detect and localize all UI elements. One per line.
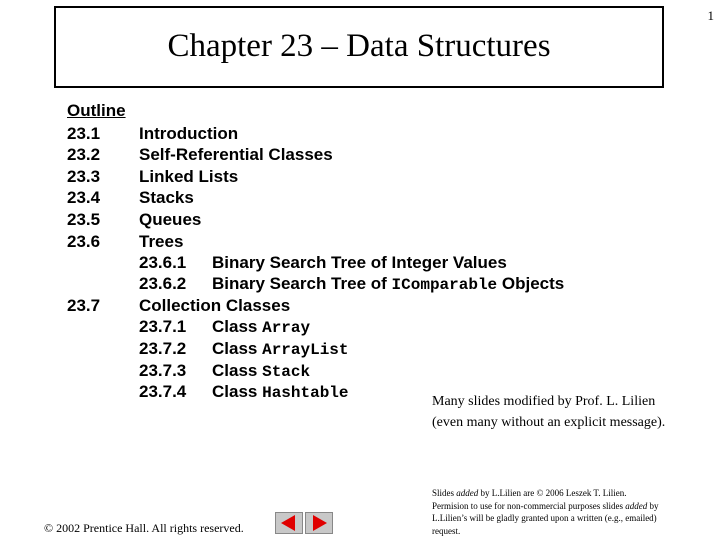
section-title: Introduction [139, 124, 239, 143]
subsection-number: 23.6.2 [139, 274, 187, 293]
subsection-number: 23.7.3 [139, 361, 187, 380]
permission-note [432, 487, 714, 537]
subsection-text: Binary Search Tree of [212, 274, 392, 293]
subsection-title [212, 382, 349, 403]
subsection-title [212, 361, 310, 382]
subsection-text: Class [212, 339, 263, 358]
subsection-text: Class [212, 361, 263, 380]
section-title: Stacks [139, 188, 194, 207]
modification-note [432, 391, 712, 433]
section-number: 23.2 [67, 145, 101, 164]
previous-slide-button[interactable] [275, 512, 303, 534]
right-arrow-icon [306, 513, 332, 533]
section-number: 23.6 [67, 232, 101, 251]
section-number: 23.5 [67, 210, 101, 229]
permission-line: request. [432, 525, 461, 536]
section-number: 23.4 [67, 188, 101, 207]
code-term: IComparable [391, 276, 498, 294]
code-term: Stack [262, 363, 311, 381]
section-title: Self-Referential Classes [139, 145, 333, 164]
note-line: (even many without an explicit message). [432, 415, 666, 430]
note-line: Many slides modified by Prof. L. Lilien [432, 394, 656, 409]
permission-line [432, 487, 714, 500]
subsection-number: 23.6.1 [139, 253, 187, 272]
subsection-text: Class [212, 382, 263, 401]
permission-text: Slides [432, 488, 457, 498]
permission-text: by [647, 500, 659, 511]
section-title: Collection Classes [139, 296, 291, 315]
permission-emphasis: added [625, 500, 648, 511]
left-arrow-icon [276, 513, 302, 533]
permission-line: L.Lilien’s will be gladly granted upon a written (e.g., emailed) [432, 513, 657, 523]
copyright-text: © 2002 Prentice Hall. All rights reserved. [44, 521, 244, 535]
subsection-number: 23.7.2 [139, 339, 187, 358]
permission-emphasis: added [456, 488, 479, 498]
slide-title: Chapter 23 – Data Structures [167, 28, 551, 64]
slide-number: 1 [707, 8, 714, 23]
subsection-title [212, 274, 564, 295]
permission-line [432, 500, 714, 513]
subsection-title [212, 339, 349, 360]
section-title: Trees [139, 232, 184, 251]
subsection-title: Binary Search Tree of Integer Values [212, 253, 507, 272]
subsection-text: Objects [497, 274, 565, 293]
subsection-text: Class [212, 317, 263, 336]
code-term: Array [262, 319, 311, 337]
section-number: 23.3 [67, 167, 101, 186]
section-number: 23.7 [67, 296, 101, 315]
permission-text: Permision to use for non-commercial purposes slides [432, 500, 626, 511]
outline-heading: Outline [67, 101, 126, 120]
code-term: ArrayList [262, 341, 349, 359]
code-term: Hashtable [262, 384, 349, 402]
subsection-number: 23.7.4 [139, 382, 187, 401]
permission-text: by L.Lilien are © 2006 Leszek T. Lilien. [478, 488, 627, 498]
subsection-title [212, 317, 310, 338]
section-title: Queues [139, 210, 202, 229]
section-title: Linked Lists [139, 167, 239, 186]
next-slide-button[interactable] [305, 512, 333, 534]
section-number: 23.1 [67, 124, 101, 143]
subsection-number: 23.7.1 [139, 317, 187, 336]
